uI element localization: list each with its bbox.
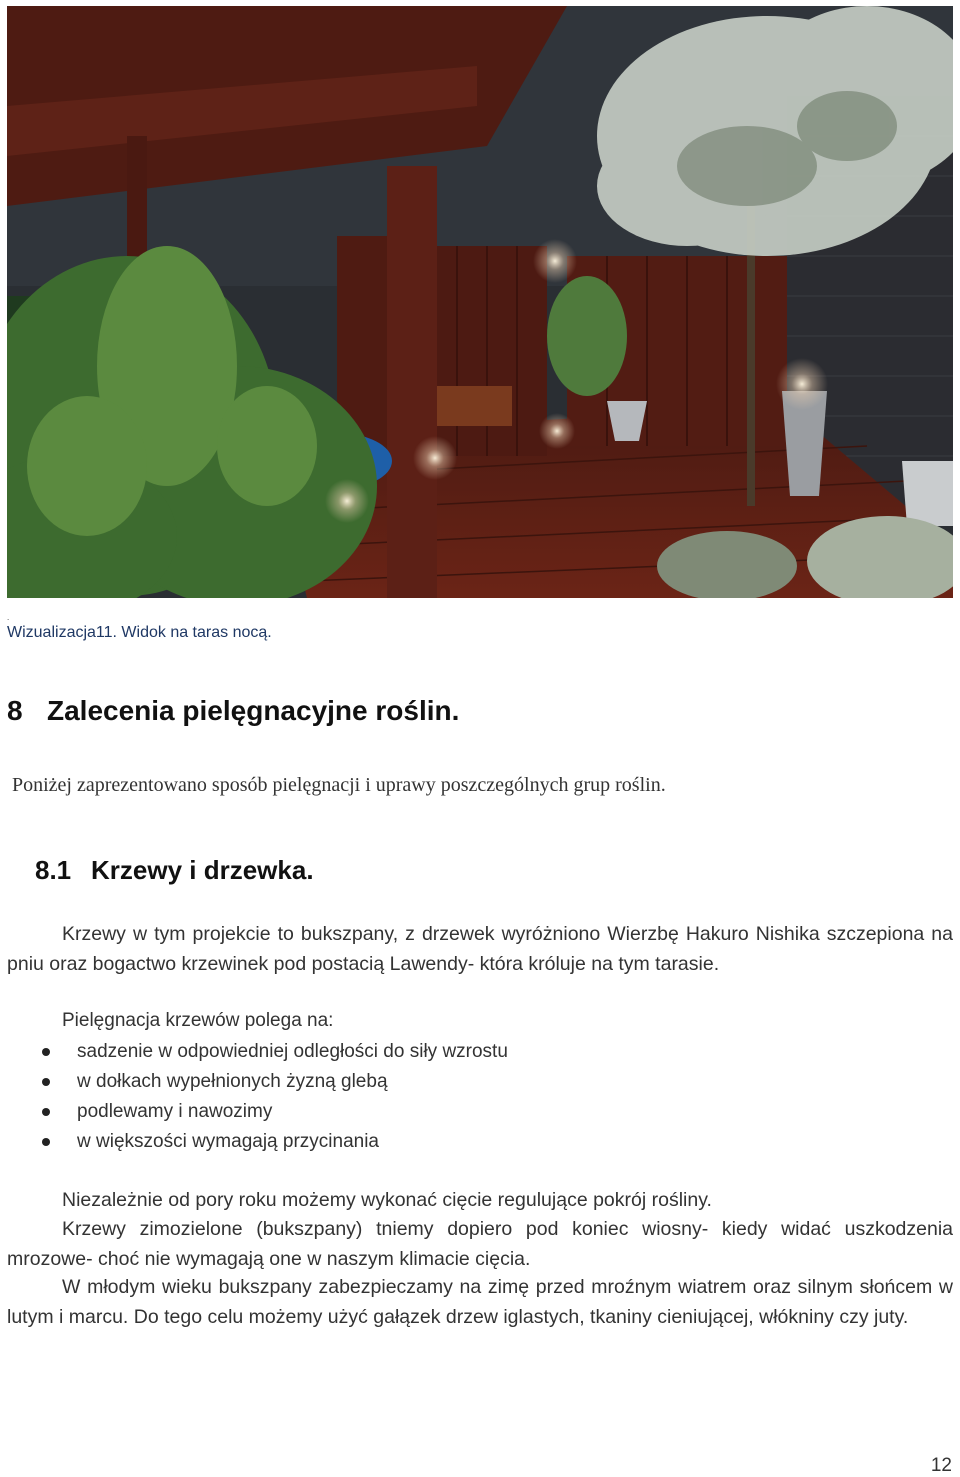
section-intro: Poniżej zaprezentowano sposób pielęgnacji i uprawy poszczególnych grup roślin. bbox=[12, 774, 666, 796]
garden-visualization-image bbox=[7, 6, 953, 598]
bullet-icon bbox=[42, 1078, 50, 1086]
section-heading bbox=[7, 695, 459, 727]
list-item-text: sadzenie w odpowiedniej odległości do siły wzrostu bbox=[77, 1041, 508, 1062]
list-item bbox=[0, 1127, 508, 1157]
bullet-icon bbox=[42, 1108, 50, 1116]
image-caption: Wizualizacja11. Widok na taras nocą. bbox=[7, 624, 272, 641]
care-list-lead: Pielęgnacja krzewów polega na: bbox=[62, 1010, 334, 1031]
caption-marker: . bbox=[7, 613, 10, 622]
subsection-number: 8.1 bbox=[35, 855, 72, 885]
list-item bbox=[0, 1067, 508, 1097]
paragraph-shrubs-trees: Krzewy w tym projekcie to bukszpany, z drzewek wyróżniono Wierzbę Hakuro Nishika szczepiona na pniu oraz bogactwo krzewinek pod postacią Lawendy- która króluje na tym tarasie. bbox=[7, 923, 953, 975]
page-number: 12 bbox=[930, 1455, 952, 1476]
list-item-text: w większości wymagają przycinania bbox=[77, 1131, 379, 1152]
paragraph-winter-protection: W młodym wieku bukszpany zabezpieczamy na zimę przed mroźnym wiatrem oraz silnym słońcem w lutym i marcu. Do tego celu możemy użyć gałązek drzew iglastych, tkaniny cieniującej, włókniny czy juty. bbox=[7, 1276, 953, 1328]
subsection-heading bbox=[35, 855, 314, 886]
list-item-text: w dołkach wypełnionych żyzną glebą bbox=[77, 1071, 388, 1092]
list-item bbox=[0, 1037, 508, 1067]
list-item-text: podlewamy i nawozimy bbox=[77, 1101, 273, 1122]
subsection-title: Krzewy i drzewka. bbox=[91, 855, 314, 885]
section-title: Zalecenia pielęgnacyjne roślin. bbox=[47, 695, 460, 726]
list-item bbox=[0, 1097, 508, 1127]
bullet-icon bbox=[42, 1138, 50, 1146]
bullet-icon bbox=[42, 1048, 50, 1056]
paragraph-evergreen: Krzewy zimozielone (bukszpany) tniemy dopiero pod koniec wiosny- kiedy widać uszkodzenia mrozowe- choć nie wymagają one w naszym klimacie cięcia. bbox=[7, 1218, 953, 1270]
paragraph-pruning: Niezależnie od pory roku możemy wykonać cięcie regulujące pokrój rośliny. bbox=[62, 1189, 712, 1211]
care-list bbox=[0, 1037, 508, 1157]
section-number: 8 bbox=[7, 695, 23, 726]
night-garden-terrace-visualization bbox=[7, 6, 953, 598]
